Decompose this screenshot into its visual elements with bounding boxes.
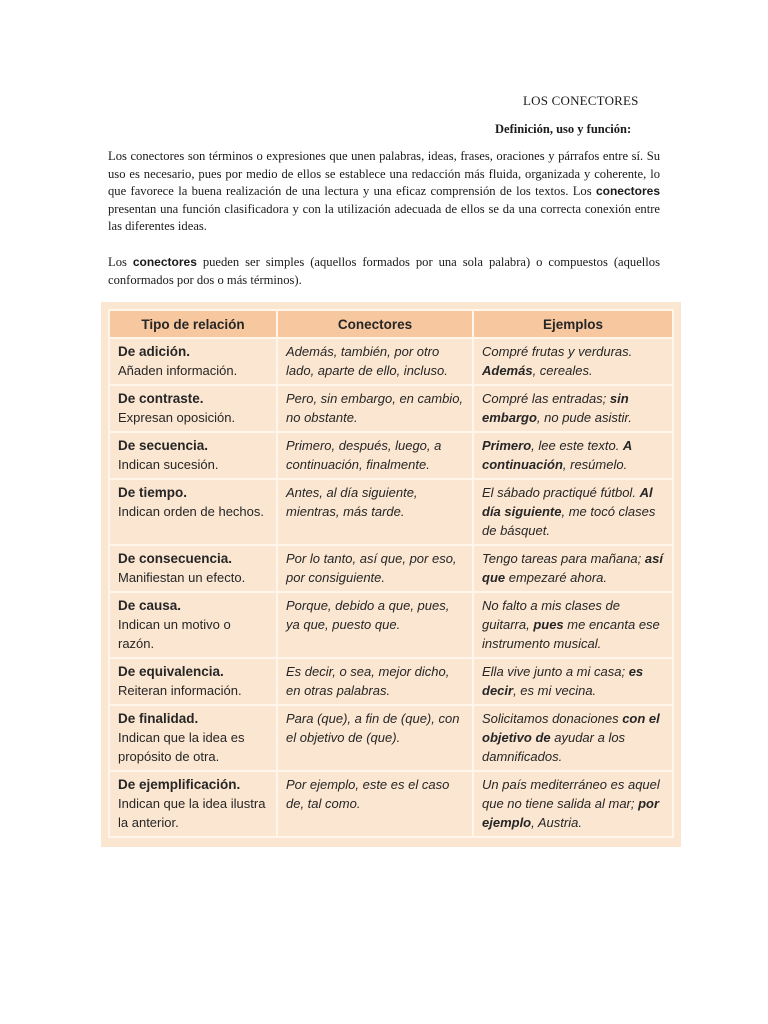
relation-type-cell xyxy=(109,432,277,479)
intro-p2-text-a: Los xyxy=(108,255,133,269)
connectors-table-image xyxy=(101,302,681,847)
intro-paragraph-1 xyxy=(108,148,660,236)
connectors-cell: Pero, sin embargo, en cambio, no obstante. xyxy=(277,385,473,432)
relation-type-cell xyxy=(109,479,277,545)
relation-type: De adición. xyxy=(118,344,191,359)
document-title: LOS CONECTORES xyxy=(523,93,639,108)
example-text: empezaré ahora. xyxy=(505,570,608,585)
relation-description: Expresan oposición. xyxy=(118,410,236,425)
intro-p2-bold: conectores xyxy=(132,255,197,269)
example-text: me encanta ese instrumento musical. xyxy=(482,617,660,651)
document-subtitle: Definición, uso y función: xyxy=(495,122,632,136)
relation-type: De consecuencia. xyxy=(118,551,233,566)
header-conectores: Conectores xyxy=(277,310,473,338)
example-connector: sin embargo xyxy=(482,391,629,425)
example-cell xyxy=(473,705,673,771)
relation-type-cell xyxy=(109,592,277,658)
example-cell xyxy=(473,771,673,837)
table-row xyxy=(109,705,673,771)
example-connector: así que xyxy=(482,551,663,585)
connectors-cell: Antes, al día siguiente, mientras, más tarde. xyxy=(277,479,473,545)
table-row xyxy=(109,338,673,385)
table-row xyxy=(109,479,673,545)
relation-description: Indican que la idea es propósito de otra. xyxy=(118,730,245,764)
relation-type-cell xyxy=(109,771,277,837)
example-connector: pues xyxy=(533,617,564,632)
relation-description: Manifiestan un efecto. xyxy=(118,570,246,585)
relation-type-cell xyxy=(109,338,277,385)
table-row xyxy=(109,592,673,658)
example-text: , es mi vecina. xyxy=(513,683,597,698)
example-cell xyxy=(473,658,673,705)
intro-p2-text-b: pueden ser simples (aquellos formados por una sola palabra) o compuestos (aquellos conformados por dos o más términos). xyxy=(108,255,660,287)
table-row xyxy=(109,545,673,592)
relation-description: Indican orden de hechos. xyxy=(118,504,264,519)
connectors-cell: Porque, debido a que, pues, ya que, puesto que. xyxy=(277,592,473,658)
table-body xyxy=(109,338,673,837)
relation-type: De contraste. xyxy=(118,391,204,406)
relation-type: De secuencia. xyxy=(118,438,209,453)
relation-type: De tiempo. xyxy=(118,485,188,500)
header-ejemplos: Ejemplos xyxy=(473,310,673,338)
example-cell xyxy=(473,338,673,385)
example-text: Compré las entradas; xyxy=(482,391,610,406)
example-text: Un país mediterráneo es aquel que no tiene salida al mar; xyxy=(482,777,660,811)
relation-description: Indican que la idea ilustra la anterior. xyxy=(118,796,266,830)
example-text: Tengo tareas para mañana; xyxy=(482,551,645,566)
table-row xyxy=(109,771,673,837)
example-text: ayudar a los damnificados. xyxy=(482,730,626,764)
relation-type: De ejemplificación. xyxy=(118,777,241,792)
relation-type: De equivalencia. xyxy=(118,664,224,679)
connectors-cell: Además, también, por otro lado, aparte de ello, incluso. xyxy=(277,338,473,385)
example-text: , Austria. xyxy=(531,815,582,830)
example-connector: A continuación xyxy=(482,438,632,472)
example-connector: Primero xyxy=(482,438,532,453)
example-cell xyxy=(473,479,673,545)
relation-type: De finalidad. xyxy=(118,711,199,726)
example-connector: con el objetivo de xyxy=(482,711,660,745)
relation-type-cell xyxy=(109,545,277,592)
relation-description: Reiteran información. xyxy=(118,683,242,698)
example-cell xyxy=(473,592,673,658)
example-connector: es decir xyxy=(482,664,644,698)
example-text: , lee este texto. xyxy=(531,438,623,453)
relation-type-cell xyxy=(109,385,277,432)
example-cell xyxy=(473,432,673,479)
header-tipo: Tipo de relación xyxy=(109,310,277,338)
table-row xyxy=(109,658,673,705)
table-row xyxy=(109,432,673,479)
relation-type-cell xyxy=(109,705,277,771)
example-connector: por ejemplo xyxy=(482,796,660,830)
example-text: Compré frutas y verduras. xyxy=(482,344,633,359)
example-text: No falto a mis clases de guitarra, xyxy=(482,598,621,632)
example-text: Solicitamos donaciones xyxy=(482,711,623,726)
intro-p1-text-b: presentan una función clasificadora y con la utilización adecuada de ellos se da una correcta conexión entre las diferentes ideas. xyxy=(108,201,660,234)
relation-type: De causa. xyxy=(118,598,182,613)
example-text: , me tocó clases de básquet. xyxy=(482,504,656,538)
intro-p1-text-a: Los conectores son términos o expresiones que unen palabras, ideas, frases, oraciones y párrafos entre sí. Su uso es necesario, pues por medio de ellos se establece una redacción más fluida, organizada y coherente, lo que favorece la buena realización de una lectura y una eficaz comprensión de los textos. Los xyxy=(108,149,660,199)
example-text: , cereales. xyxy=(532,363,593,378)
example-text: , no pude asistir. xyxy=(536,410,632,425)
relation-description: Añaden información. xyxy=(118,363,238,378)
connectors-cell: Para (que), a fin de (que), con el objetivo de (que). xyxy=(277,705,473,771)
connectors-cell: Primero, después, luego, a continuación, finalmente. xyxy=(277,432,473,479)
example-text: Ella vive junto a mi casa; xyxy=(482,664,629,679)
relation-description: Indican un motivo o razón. xyxy=(118,617,231,651)
intro-p1-bold: conectores xyxy=(595,184,660,199)
connectors-cell: Es decir, o sea, mejor dicho, en otras palabras. xyxy=(277,658,473,705)
table-header-row xyxy=(109,310,673,338)
relation-description: Indican sucesión. xyxy=(118,457,219,472)
table-row xyxy=(109,385,673,432)
connectors-table xyxy=(108,309,674,838)
example-cell xyxy=(473,385,673,432)
intro-paragraph-2 xyxy=(108,254,660,289)
example-connector: Además xyxy=(482,363,533,378)
example-cell xyxy=(473,545,673,592)
example-text: El sábado practiqué fútbol. xyxy=(482,485,640,500)
connectors-cell: Por lo tanto, así que, por eso, por consiguiente. xyxy=(277,545,473,592)
relation-type-cell xyxy=(109,658,277,705)
connectors-cell: Por ejemplo, este es el caso de, tal como. xyxy=(277,771,473,837)
example-connector: Al día siguiente xyxy=(482,485,653,519)
example-text: , resúmelo. xyxy=(562,457,628,472)
